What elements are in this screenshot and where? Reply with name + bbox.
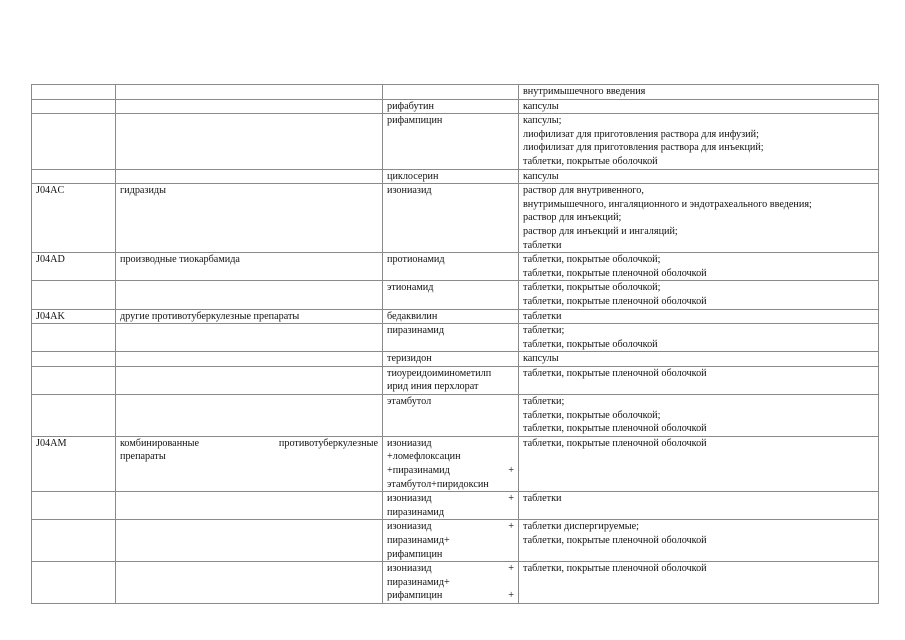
drug-name-line: этамбутол [387, 396, 432, 408]
atc-code-cell [32, 184, 116, 253]
drug-name-line: пиразинамид+ [387, 576, 450, 588]
atc-code-cell [32, 114, 116, 169]
drug-name-line: бедаквилин [387, 310, 438, 322]
anatomical-group-cell [116, 169, 383, 184]
dosage-form-line: капсулы; [523, 115, 562, 127]
atc-code-cell [32, 492, 116, 520]
drug-name-cell [383, 520, 519, 562]
dosage-forms-cell [519, 85, 879, 100]
group-name-line: производные тиокарбамида [120, 254, 240, 266]
dosage-form-line: таблетки, покрытые оболочкой; [523, 409, 661, 421]
table-row [32, 562, 879, 604]
drug-table-body [32, 85, 879, 604]
drug-name-line [387, 562, 514, 576]
justified-left: +пиразинамид [387, 465, 450, 477]
atc-code: J04AK [36, 310, 65, 322]
dosage-form-line: раствор для инъекций; [523, 212, 622, 224]
drug-name-cell [383, 395, 519, 437]
atc-code-cell [32, 366, 116, 394]
group-name-line: препараты [120, 451, 166, 463]
justified-left: комбинированные [120, 437, 199, 449]
drug-name-line: рифампицин [387, 115, 443, 127]
atc-code: J04AM [36, 437, 67, 449]
drug-name-line [387, 464, 514, 478]
anatomical-group-cell [116, 99, 383, 114]
dosage-form-line: раствор для инъекций и ингаляций; [523, 225, 678, 237]
drug-name-cell [383, 562, 519, 604]
atc-code-cell [32, 281, 116, 309]
dosage-form-line: таблетки, покрытые пленочной оболочкой [523, 563, 707, 575]
drug-name-line: этамбутол+пиридоксин [387, 478, 489, 490]
drug-name-cell [383, 492, 519, 520]
dosage-form-line: лиофилизат для приготовления раствора для инъекций; [523, 142, 764, 154]
drug-name-line: пиразинамид+ [387, 535, 450, 546]
atc-code-cell [32, 562, 116, 604]
justified-right: + [508, 465, 514, 477]
table-row [32, 169, 879, 184]
drug-name-line [387, 492, 514, 506]
atc-code-cell [32, 309, 116, 324]
atc-code-cell [32, 520, 116, 562]
dosage-form-line: капсулы [523, 353, 559, 365]
dosage-forms-cell [519, 562, 879, 604]
dosage-form-line: таблетки диспергируемые; [523, 521, 639, 533]
dosage-forms-cell [519, 99, 879, 114]
dosage-forms-cell [519, 324, 879, 352]
drug-name-line: теризидон [387, 353, 432, 365]
drug-name-line: +ломефлоксацин [387, 451, 461, 463]
drug-name-line: тиоуреидоиминометилп [387, 367, 492, 379]
table-row [32, 253, 879, 281]
justified-right: + [508, 563, 514, 575]
dosage-form-line: таблетки [523, 239, 562, 251]
dosage-forms-cell [519, 309, 879, 324]
dosage-forms-cell [519, 352, 879, 367]
drug-name-line: рифампицин [387, 548, 443, 560]
atc-code-cell [32, 169, 116, 184]
drug-name-line: изониазид [387, 437, 432, 449]
dosage-form-line: таблетки, покрытые оболочкой [523, 338, 658, 350]
dosage-form-line: таблетки, покрытые оболочкой; [523, 282, 661, 294]
table-row [32, 85, 879, 100]
atc-code-cell [32, 253, 116, 281]
dosage-form-line: капсулы [523, 170, 559, 182]
drug-name-line: пиразинамид [387, 325, 445, 337]
atc-code-cell [32, 99, 116, 114]
group-name-line: другие противотуберкулезные препараты [120, 310, 300, 322]
anatomical-group-cell [116, 309, 383, 324]
dosage-forms-cell [519, 395, 879, 437]
table-row [32, 324, 879, 352]
justified-right: + [508, 493, 514, 505]
anatomical-group-cell [116, 114, 383, 169]
table-row [32, 395, 879, 437]
dosage-form-line: лиофилизат для приготовления раствора для инфузий; [523, 128, 759, 140]
dosage-form-line: таблетки, покрытые пленочной оболочкой [523, 535, 707, 546]
drug-name-cell [383, 85, 519, 100]
drug-name-cell [383, 366, 519, 394]
drug-name-line: этионамид [387, 282, 434, 294]
dosage-forms-cell [519, 169, 879, 184]
drug-name-cell [383, 281, 519, 309]
dosage-forms-cell [519, 520, 879, 562]
justified-right: + [508, 590, 514, 602]
table-row [32, 352, 879, 367]
atc-code-cell [32, 85, 116, 100]
dosage-forms-cell [519, 253, 879, 281]
drug-name-cell [383, 352, 519, 367]
drug-name-cell [383, 324, 519, 352]
justified-left: изониазид [387, 521, 432, 533]
dosage-form-line: таблетки, покрытые пленочной оболочкой [523, 267, 707, 279]
table-row [32, 366, 879, 394]
drug-name-line: изониазид [387, 185, 432, 197]
drug-table [31, 84, 879, 604]
drug-name-line [387, 520, 514, 534]
dosage-form-line: таблетки, покрытые пленочной оболочкой [523, 295, 707, 307]
dosage-form-line: таблетки [523, 310, 562, 322]
dosage-form-line: внутримышечного введения [523, 86, 646, 97]
atc-code-cell [32, 352, 116, 367]
dosage-form-line: капсулы [523, 100, 559, 112]
drug-name-cell [383, 169, 519, 184]
table-row [32, 520, 879, 562]
table-row [32, 184, 879, 253]
atc-code-cell [32, 436, 116, 491]
dosage-form-line: таблетки, покрытые пленочной оболочкой [523, 367, 707, 379]
anatomical-group-cell [116, 85, 383, 100]
dosage-forms-cell [519, 492, 879, 520]
drug-name-cell [383, 309, 519, 324]
anatomical-group-cell [116, 520, 383, 562]
dosage-form-line: таблетки; [523, 325, 565, 337]
dosage-form-line: внутримышечного, ингаляционного и эндотрахеального введения; [523, 198, 812, 210]
drug-name-cell [383, 114, 519, 169]
dosage-forms-cell [519, 281, 879, 309]
drug-name-line: рифабутин [387, 100, 434, 112]
dosage-forms-cell [519, 436, 879, 491]
justified-right: противотуберкулезные [278, 437, 378, 449]
dosage-form-line: таблетки; [523, 396, 565, 408]
atc-code: J04AC [36, 185, 65, 197]
dosage-forms-cell [519, 366, 879, 394]
dosage-form-line: таблетки, покрытые оболочкой; [523, 254, 661, 266]
atc-code-cell [32, 324, 116, 352]
table-row [32, 436, 879, 491]
anatomical-group-cell [116, 436, 383, 491]
anatomical-group-cell [116, 562, 383, 604]
drug-name-line [387, 589, 514, 603]
anatomical-group-cell [116, 492, 383, 520]
anatomical-group-cell [116, 253, 383, 281]
drug-name-line: ирид иния перхлорат [387, 381, 479, 393]
dosage-form-line: таблетки, покрытые пленочной оболочкой [523, 437, 707, 449]
drug-name-line: пиразинамид [387, 506, 445, 518]
table-row [32, 281, 879, 309]
table-row [32, 99, 879, 114]
justified-right: + [508, 521, 514, 533]
drug-name-cell [383, 436, 519, 491]
table-row [32, 114, 879, 169]
atc-code-cell [32, 395, 116, 437]
group-name-line [120, 437, 378, 451]
dosage-form-line: таблетки [523, 493, 562, 505]
anatomical-group-cell [116, 184, 383, 253]
drug-name-cell [383, 184, 519, 253]
anatomical-group-cell [116, 352, 383, 367]
table-row [32, 492, 879, 520]
drug-name-line: протионамид [387, 254, 445, 266]
justified-left: изониазид [387, 493, 432, 505]
dosage-form-line: раствор для внутривенного, [523, 185, 644, 197]
dosage-form-line: таблетки, покрытые оболочкой [523, 155, 658, 167]
anatomical-group-cell [116, 281, 383, 309]
anatomical-group-cell [116, 395, 383, 437]
justified-left: рифампицин [387, 590, 443, 602]
atc-code: J04AD [36, 254, 65, 266]
dosage-forms-cell [519, 184, 879, 253]
dosage-forms-cell [519, 114, 879, 169]
anatomical-group-cell [116, 366, 383, 394]
justified-left: изониазид [387, 563, 432, 575]
anatomical-group-cell [116, 324, 383, 352]
drug-name-cell [383, 253, 519, 281]
drug-name-cell [383, 99, 519, 114]
table-row [32, 309, 879, 324]
dosage-form-line: таблетки, покрытые пленочной оболочкой [523, 423, 707, 435]
group-name-line: гидразиды [120, 185, 166, 197]
drug-name-line: циклосерин [387, 170, 439, 182]
